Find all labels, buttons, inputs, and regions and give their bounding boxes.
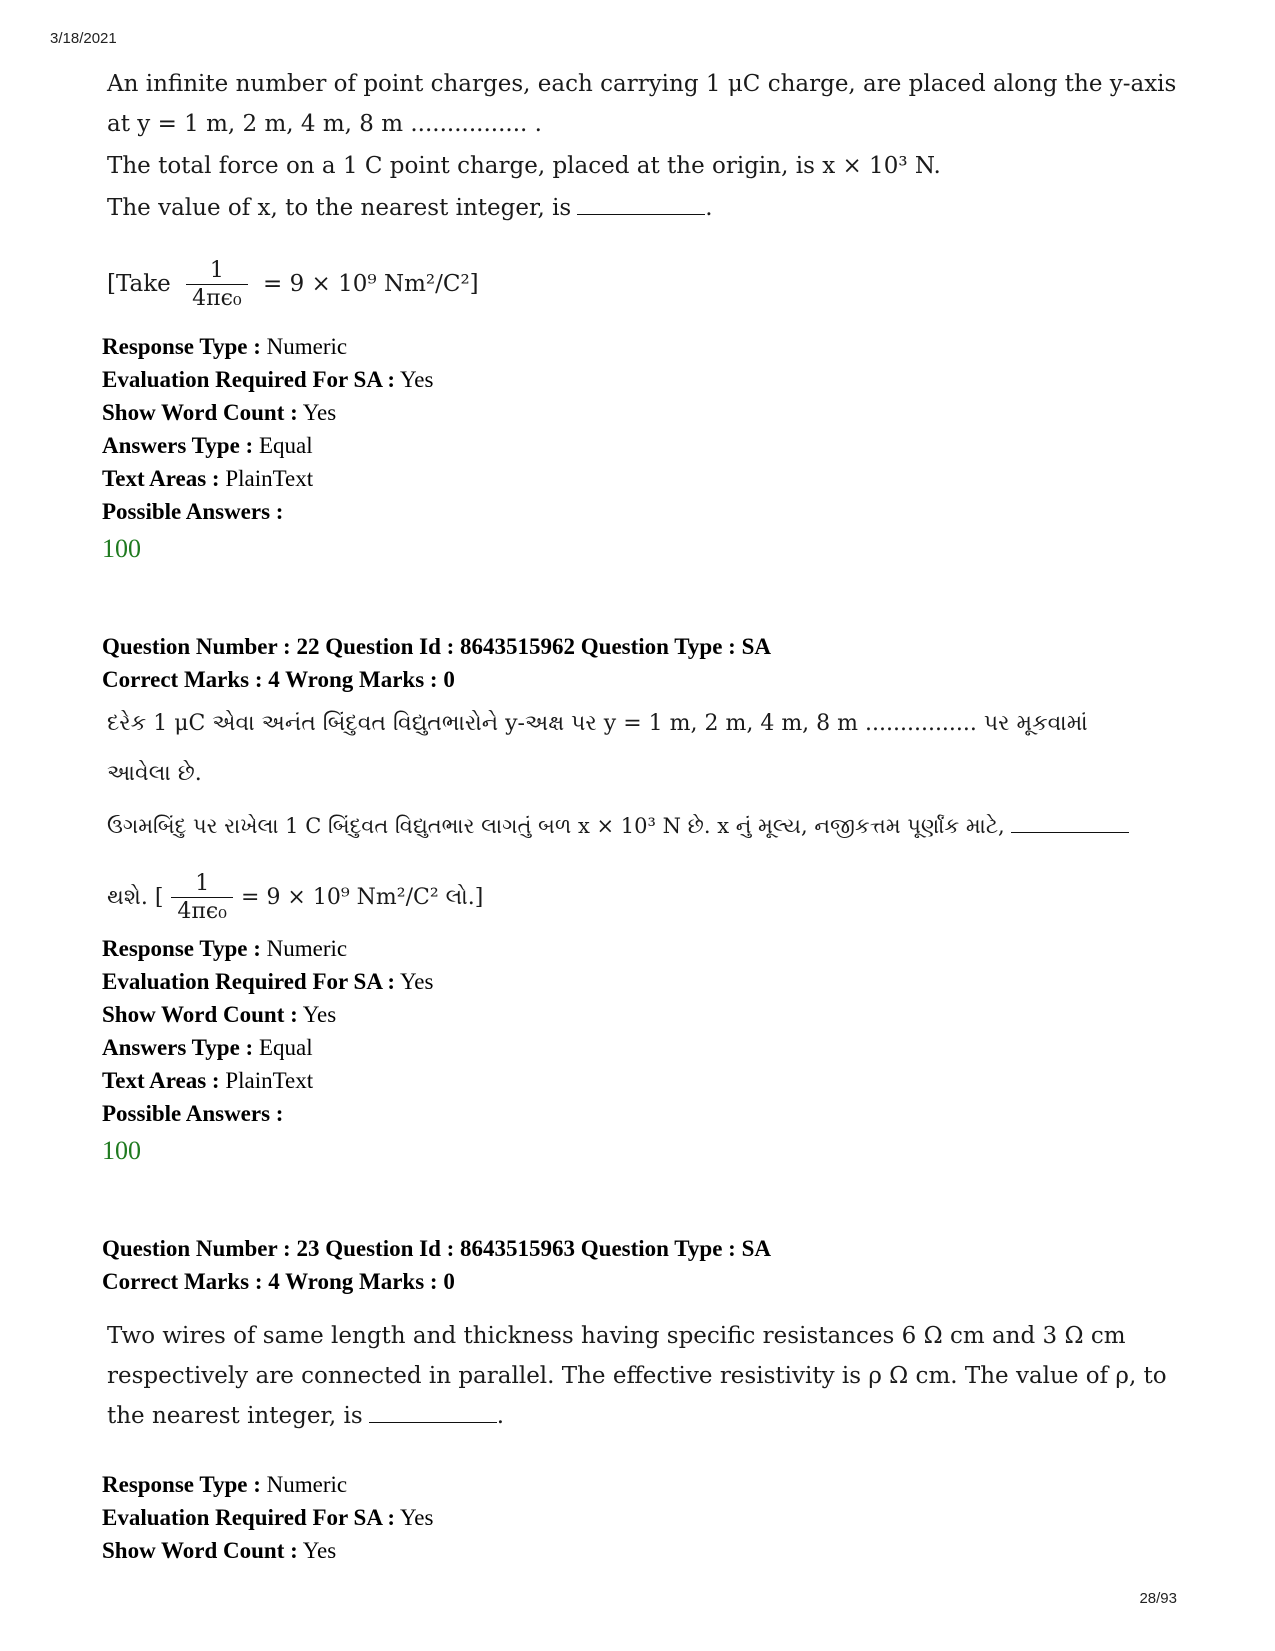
- page-number: 28/93: [1139, 1590, 1177, 1607]
- q21-text-line: The total force on a 1 C point charge, placed at the origin, is x × 10³ N.: [107, 153, 941, 179]
- q23-metadata: [102, 1468, 433, 1567]
- fraction-numerator: 1: [209, 257, 224, 283]
- response-type-label: Response Type :: [102, 1472, 261, 1497]
- response-type-value: Numeric: [266, 334, 348, 359]
- q22-text-line: [107, 806, 1177, 846]
- answers-type-label: Answers Type :: [102, 433, 254, 458]
- text-areas-label: Text Areas :: [102, 466, 220, 491]
- word-count-row: [102, 1534, 433, 1567]
- take-suffix: = 9 × 10⁹ Nm²/C² લો.]: [241, 885, 484, 910]
- q22-text-line: આવેલા છે.: [107, 761, 202, 786]
- word-count-label: Show Word Count :: [102, 1538, 298, 1563]
- answer-blank: [1011, 810, 1129, 833]
- response-type-label: Response Type :: [102, 936, 261, 961]
- text-areas-label: Text Areas :: [102, 1068, 220, 1093]
- q21-question-text: [107, 64, 1177, 228]
- q21-metadata: [102, 330, 433, 568]
- possible-answer-value: 100: [102, 1136, 141, 1165]
- possible-answers-label: Possible Answers :: [102, 499, 284, 524]
- q22-header: [102, 630, 771, 696]
- response-type-row: [102, 330, 433, 363]
- take-prefix: [Take: [107, 271, 171, 297]
- word-count-row: [102, 396, 433, 429]
- evaluation-value: Yes: [400, 1505, 434, 1530]
- q22-constant-hint: [107, 866, 1177, 930]
- q23-text-line: the nearest integer, is .: [107, 1396, 1177, 1436]
- word-count-value: Yes: [302, 400, 337, 425]
- coulomb-constant-fraction: [171, 871, 233, 926]
- q23-header: [102, 1232, 771, 1298]
- q21-text-line: An infinite number of point charges, each carrying 1 μC charge, are placed along the y-axis: [107, 71, 1177, 97]
- q21-text-line: The value of x, to the nearest integer, is .: [107, 188, 1177, 228]
- evaluation-value: Yes: [400, 969, 434, 994]
- print-date: 3/18/2021: [50, 30, 117, 47]
- q23-text-line: respectively are connected in parallel. The effective resistivity is ρ Ω cm. The value of ρ, to: [107, 1363, 1167, 1389]
- q23-text-line-3: the nearest integer, is: [107, 1403, 363, 1429]
- answer-blank: [369, 1400, 497, 1423]
- evaluation-row: [102, 1501, 433, 1534]
- answers-type-row: [102, 1031, 433, 1064]
- fraction-denominator: 4πϵ₀: [192, 285, 242, 311]
- fraction-numerator: 1: [195, 870, 210, 896]
- word-count-label: Show Word Count :: [102, 1002, 298, 1027]
- fraction-denominator: 4πϵ₀: [177, 898, 228, 924]
- text-areas-row: [102, 1064, 433, 1097]
- possible-answers-row: [102, 1097, 433, 1130]
- possible-answer-value: 100: [102, 534, 141, 563]
- q22-text-line: દરેક 1 μC એવા અનંત બિંદુવત વિદ્યુતભારોને y-અક્ષ પર y = 1 m, 2 m, 4 m, 8 m ................ પર મૂકવામાં: [107, 711, 1088, 736]
- q23-text-line: Two wires of same length and thickness having specific resistances 6 Ω cm and 3 Ω cm: [107, 1323, 1126, 1349]
- response-type-label: Response Type :: [102, 334, 261, 359]
- possible-answers-row: [102, 495, 433, 528]
- text-areas-row: [102, 462, 433, 495]
- answers-type-label: Answers Type :: [102, 1035, 254, 1060]
- take-suffix: = 9 × 10⁹ Nm²/C²]: [263, 271, 479, 297]
- question-number-line: Question Number : 22 Question Id : 8643515962 Question Type : SA: [102, 634, 771, 659]
- answer-blank: [577, 192, 705, 215]
- marks-line: Correct Marks : 4 Wrong Marks : 0: [102, 1269, 455, 1294]
- evaluation-label: Evaluation Required For SA :: [102, 969, 396, 994]
- word-count-value: Yes: [302, 1538, 337, 1563]
- evaluation-label: Evaluation Required For SA :: [102, 1505, 396, 1530]
- answers-type-value: Equal: [258, 433, 313, 458]
- word-count-value: Yes: [302, 1002, 337, 1027]
- answers-type-row: [102, 429, 433, 462]
- take-prefix: થશે. [: [107, 885, 164, 910]
- answers-type-value: Equal: [258, 1035, 313, 1060]
- evaluation-value: Yes: [400, 367, 434, 392]
- possible-answers-label: Possible Answers :: [102, 1101, 284, 1126]
- word-count-row: [102, 998, 433, 1031]
- q21-text-line: at y = 1 m, 2 m, 4 m, 8 m ................ .: [107, 111, 542, 137]
- q23-question-text: [107, 1316, 1177, 1436]
- q22-text-line-3: ઉગમબિંદુ પર રાખેલા 1 C બિંદુવત વિદ્યુતભાર લાગતું બળ x × 10³ N છે. x નું મૂલ્ય, નજીકત્તમ પૂર્ણાંક માટે,: [107, 814, 1005, 838]
- q22-metadata: [102, 932, 433, 1170]
- text-areas-value: PlainText: [225, 1068, 314, 1093]
- response-type-row: [102, 1468, 433, 1501]
- word-count-label: Show Word Count :: [102, 400, 298, 425]
- q22-question-text: [107, 704, 1177, 846]
- marks-line: Correct Marks : 4 Wrong Marks : 0: [102, 667, 455, 692]
- question-number-line: Question Number : 23 Question Id : 8643515963 Question Type : SA: [102, 1236, 771, 1261]
- response-type-value: Numeric: [266, 1472, 348, 1497]
- text-areas-value: PlainText: [225, 466, 314, 491]
- coulomb-constant-fraction: [186, 258, 248, 313]
- evaluation-label: Evaluation Required For SA :: [102, 367, 396, 392]
- q21-text-line-4: The value of x, to the nearest integer, is: [107, 195, 572, 221]
- response-type-row: [102, 932, 433, 965]
- evaluation-row: [102, 363, 433, 396]
- response-type-value: Numeric: [266, 936, 348, 961]
- evaluation-row: [102, 965, 433, 998]
- q21-constant-hint: [107, 252, 1177, 316]
